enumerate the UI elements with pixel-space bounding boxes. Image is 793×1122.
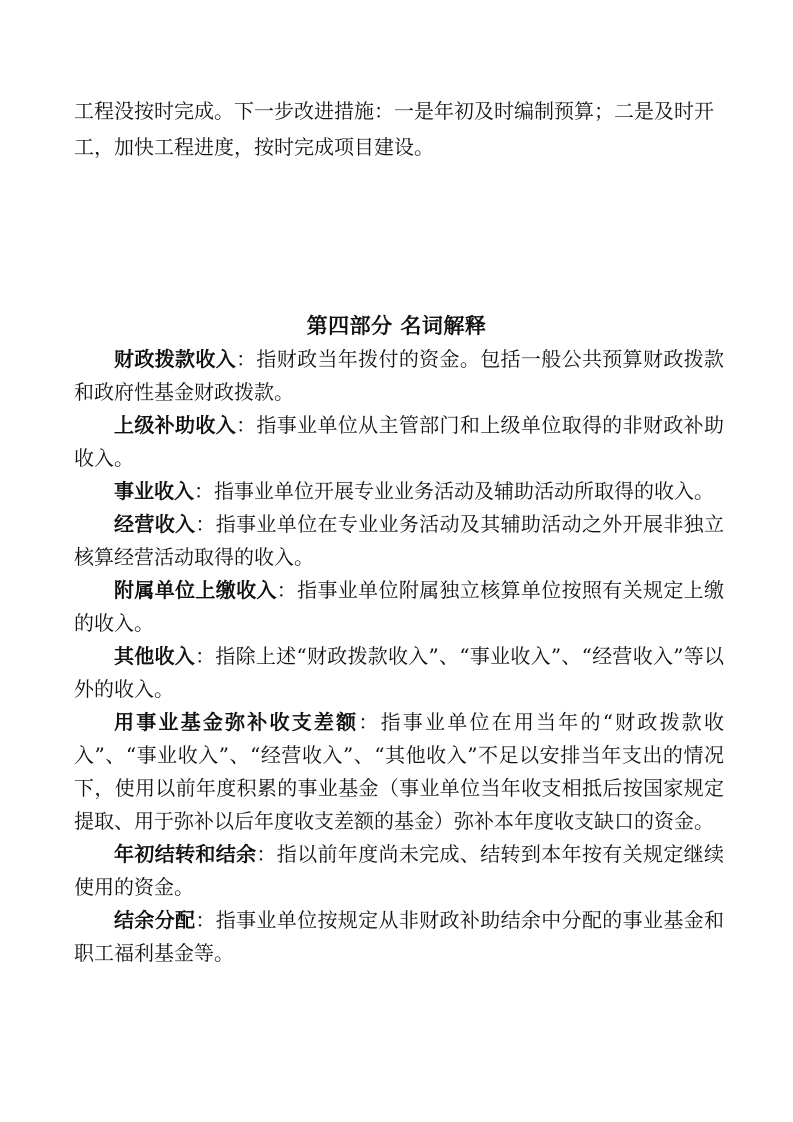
section-title: 第四部分 名词解释 <box>306 313 487 338</box>
glossary-list <box>74 343 724 970</box>
glossary-item-other-income <box>74 640 724 706</box>
glossary-item-affiliated-unit-remittance-income <box>74 574 724 640</box>
glossary-term: 上级补助收入 <box>114 413 237 437</box>
glossary-term: 结余分配 <box>114 908 196 932</box>
glossary-term: 用事业基金弥补收支差额 <box>114 710 359 734</box>
glossary-term: 年初结转和结余 <box>114 842 257 866</box>
glossary-term: 其他收入 <box>114 644 196 668</box>
glossary-definition: ：指事业单位从主管部门和上级单位取得的非财政补助收入。 <box>74 413 725 470</box>
glossary-item-superior-subsidy-income <box>74 409 724 475</box>
glossary-term: 财政拨款收入 <box>114 347 237 371</box>
glossary-term: 事业收入 <box>114 479 194 503</box>
glossary-definition: ：指事业单位开展专业业务活动及辅助活动所取得的收入。 <box>194 479 714 503</box>
glossary-term: 经营收入 <box>114 512 196 536</box>
glossary-definition: ：指事业单位在用当年的“财政拨款收入”、“事业收入”、“经营收入”、“其他收入”不足以安排当年支出的情况下，使用以前年度积累的事业基金（事业单位当年收支相抵后按国家规定提取、用于弥补以后年度收支差额的基金）弥补本年度收支缺口的资金。 <box>74 710 725 833</box>
intro-paragraph <box>74 93 724 165</box>
glossary-item-carryover-and-balance <box>74 838 724 904</box>
glossary-item-operating-income <box>74 508 724 574</box>
glossary-definition: ：指以前年度尚未完成、结转到本年按有关规定继续使用的资金。 <box>74 842 725 899</box>
glossary-item-balance-distribution <box>74 904 724 970</box>
glossary-definition: ：指事业单位按规定从非财政补助结余中分配的事业基金和职工福利基金等。 <box>74 908 725 965</box>
intro-text: 工程没按时完成。下一步改进措施：一是年初及时编制预算；二是及时开工，加快工程进度，按时完成项目建设。 <box>74 99 714 159</box>
glossary-item-business-income <box>74 475 724 508</box>
glossary-definition: ：指除上述“财政拨款收入”、“事业收入”、“经营收入”等以外的收入。 <box>74 644 725 701</box>
glossary-term: 附属单位上缴收入 <box>114 578 277 602</box>
glossary-item-business-fund-offset <box>74 706 724 838</box>
glossary-definition: ：指财政当年拨付的资金。包括一般公共预算财政拨款和政府性基金财政拨款。 <box>74 347 725 404</box>
glossary-definition: ：指事业单位附属独立核算单位按照有关规定上缴的收入。 <box>74 578 725 635</box>
glossary-item-fiscal-appropriation-income <box>74 343 724 409</box>
glossary-definition: ：指事业单位在专业业务活动及其辅助活动之外开展非独立核算经营活动取得的收入。 <box>74 512 725 569</box>
